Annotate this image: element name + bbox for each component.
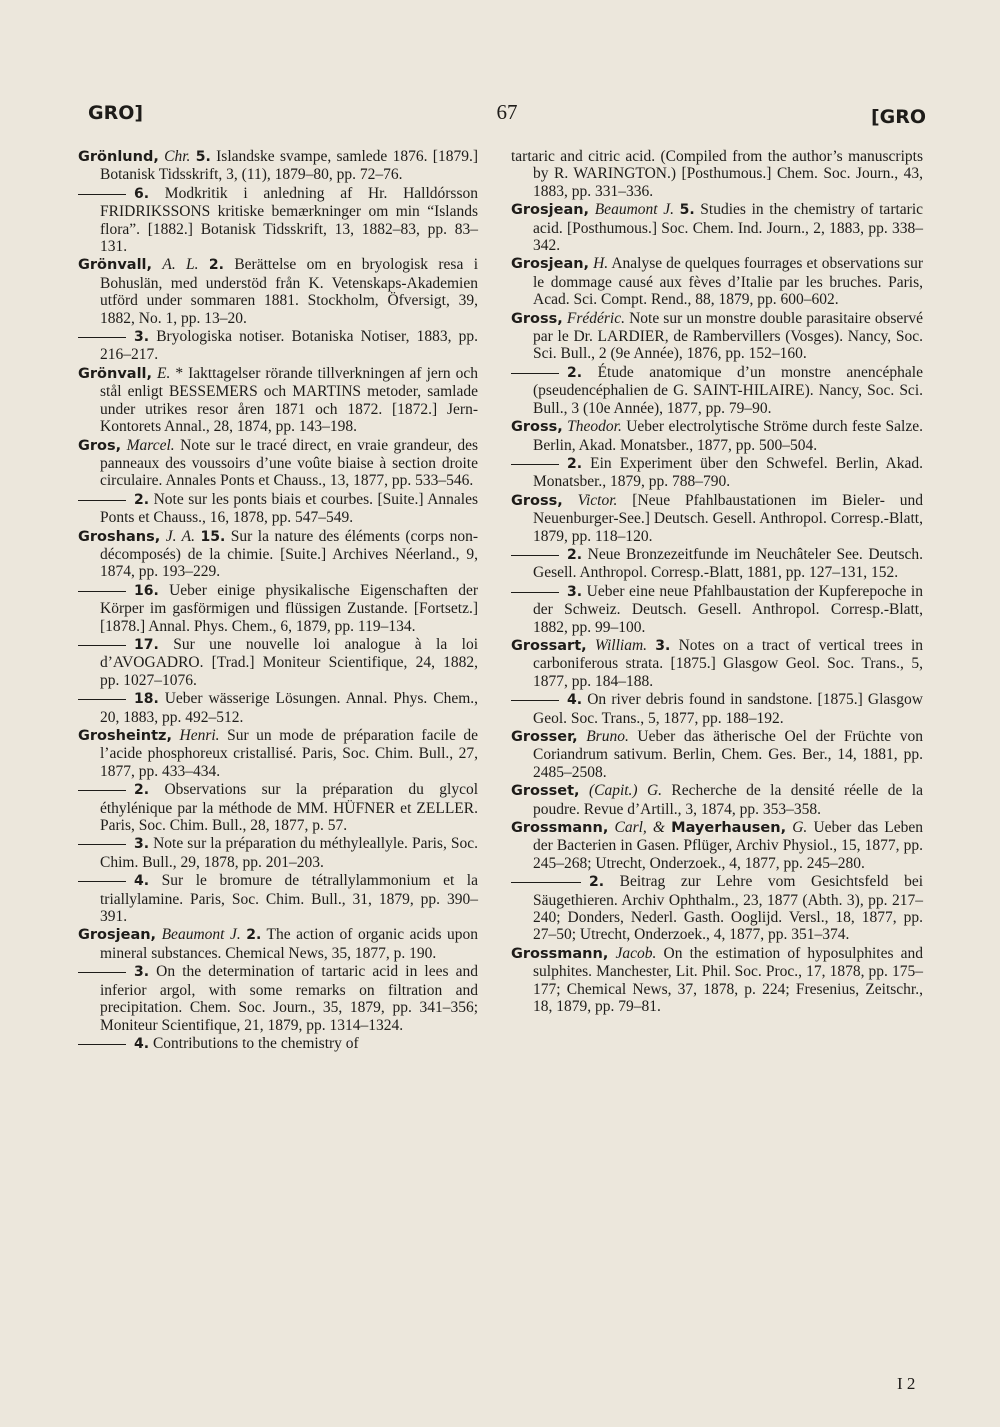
bibliography-entry bbox=[78, 491, 478, 527]
bibliography-entry bbox=[511, 492, 923, 545]
author-name: Grosjean, bbox=[78, 927, 157, 944]
author-forename: Frédéric. bbox=[566, 309, 625, 327]
author-name: Grossmann, bbox=[511, 945, 609, 962]
author-name: Grönvall, bbox=[78, 365, 153, 382]
entry-text: On the determination of tartaric acid in lees and inferior argol, with some remarks on filtration and precipitation. Chem. Soc. Journ., 35, 1879, pp. 341–356; Moniteur Scientifique, 21, 1879, pp. 1314–1324. bbox=[100, 963, 478, 1034]
ditto-dash bbox=[78, 337, 126, 338]
bibliography-entry bbox=[78, 727, 478, 780]
entry-text: The action of organic acids upon mineral substances. Chemical News, 35, 1877, p. 190. bbox=[100, 926, 479, 962]
bibliography-entry bbox=[511, 691, 923, 727]
author-forename: Theodor. bbox=[567, 418, 622, 436]
bibliography-entry bbox=[511, 255, 923, 308]
author-name: Groshans, bbox=[78, 528, 161, 545]
bibliography-entry bbox=[511, 364, 923, 417]
entry-number: 4. bbox=[134, 873, 150, 890]
entry-number: 15. bbox=[200, 528, 226, 545]
bibliography-entry bbox=[78, 365, 478, 436]
page-number: 67 bbox=[496, 100, 518, 124]
author-name: Grosjean, bbox=[511, 256, 590, 273]
entry-text: Notes on a tract of vertical trees in carboniferous strata. [1875.] Glasgow Geol. Soc. Trans., 5, 1877, pp. 184–188. bbox=[533, 636, 924, 690]
author-name: Gross, bbox=[511, 492, 563, 509]
signature-mark: I 2 bbox=[897, 1374, 916, 1393]
bibliography-entry bbox=[511, 310, 923, 363]
entry-number: 4. bbox=[567, 692, 583, 709]
author-forename: Marcel. bbox=[126, 436, 175, 454]
header-right: [GRO bbox=[870, 106, 926, 128]
ditto-dash bbox=[78, 844, 126, 845]
author-name: Grosset, bbox=[511, 783, 580, 800]
author-name: Grossart, bbox=[511, 637, 587, 654]
entry-number: 5. bbox=[195, 149, 211, 165]
bibliography-entry bbox=[511, 728, 923, 781]
entry-number: 2. bbox=[567, 455, 583, 472]
bibliography-entry bbox=[78, 690, 478, 726]
entry-number: 3. bbox=[134, 329, 150, 346]
ditto-dash bbox=[78, 194, 126, 195]
bibliography-entry bbox=[511, 873, 923, 944]
bibliography-entry bbox=[511, 201, 923, 254]
bibliography-entry bbox=[78, 872, 478, 925]
entry-text: Observations sur la préparation du glycol éthylénique par la méthode de MM. HÜFNER et ZELLER. Paris, Soc. Chim. Bull., 28, 1877, p. 57. bbox=[100, 781, 478, 835]
entry-text: Note sur la préparation du méthyleallyle. Paris, Soc. Chim. Bull., 29, 1878, pp. 201–203. bbox=[100, 835, 478, 871]
entry-number: 2. bbox=[567, 364, 583, 381]
author-forename: A. L. bbox=[162, 256, 199, 274]
author-name: Grossmann, bbox=[511, 820, 609, 837]
entry-number: 2. bbox=[589, 874, 605, 891]
bibliography-entry bbox=[511, 637, 923, 690]
entry-text: Ueber einige physikalische Eigenschaften der Körper im gasförmigen und flüssigen Zustande. [Fortsetz.] [1878.] Annal. Phys. Chem., 6, 1879, pp. 119–134. bbox=[100, 581, 478, 635]
author-name: Gross, bbox=[511, 419, 563, 436]
bibliography-entry bbox=[78, 835, 478, 871]
bibliography-entry bbox=[78, 1035, 478, 1053]
entry-text: Recherche de la densité réelle de la poudre. Revue d’Artill., 3, 1874, pp. 353–358. bbox=[533, 782, 923, 818]
ditto-dash bbox=[511, 464, 559, 465]
entry-text: Note sur un monstre double parasitaire observé par le Dr. LARDIER, de Rambervillers (Vosges). Nancy, Soc. Sci. Bull., 2 (9e Année), 1876, pp. 152–160. bbox=[533, 309, 924, 363]
entry-text: Beitrag zur Lehre vom Gesichtsfeld bei Säugethieren. Archiv Ophthalm., 23, 1877 (Abth. 3), pp. 217–240; Donders, Nederl. Gasth. Ooglijd. Versl., 18, 1877, pp. 27–50; Utrecht, Onderzoek., 4, 1877, pp. 351–374. bbox=[533, 873, 924, 944]
entry-text: Sur un mode de préparation facile de l’acide phosphoreux cristallisé. Paris, Soc. Chim. Bull., 27, 1877, pp. 433–434. bbox=[100, 727, 478, 780]
entry-text: Note sur les ponts biais et courbes. [Suite.] Annales Ponts et Chauss., 16, 1878, pp. 547–549. bbox=[100, 490, 479, 527]
bibliography-entry bbox=[511, 819, 923, 872]
entry-text: Berättelse om en bryologisk resa i Bohuslän, med understöd från K. Vetenskaps-Akademien utförd under sommaren 1881. Stockholm, Öfversigt, 39, 1882, No. 1, pp. 13–20. bbox=[100, 256, 478, 327]
ditto-dash bbox=[511, 555, 559, 556]
author-name: Grosjean, bbox=[511, 202, 590, 219]
entry-text: Sur une nouvelle loi analogue à la loi d’AVOGADRO. [Trad.] Moniteur Scientifique, 24, 1882, pp. 1027–1076. bbox=[100, 635, 479, 689]
author-forename: Beaumont J. bbox=[161, 926, 241, 944]
author-forename: Jacob. bbox=[615, 944, 657, 962]
entry-text: Étude anatomique d’un monstre anencéphale (pseudencéphalien de G. SAINT-HILAIRE). Nancy, Soc. Sci. Bull., 3 (10e Année), 1877, pp. 79–90. bbox=[533, 363, 923, 417]
entry-text: Bryologiska notiser. Botaniska Notiser, 1883, pp. 216–217. bbox=[100, 328, 478, 364]
entry-text: Sur la nature des éléments (corps non-décomposés) de la chimie. [Suite.] Archives Néerland., 9, 1874, pp. 193–229. bbox=[100, 527, 479, 581]
running-header bbox=[88, 98, 926, 132]
entry-number: 3. bbox=[567, 583, 583, 600]
entry-number: 2. bbox=[208, 257, 224, 274]
bibliography-entry bbox=[78, 148, 478, 184]
author-name: Gros, bbox=[78, 437, 122, 454]
author-forename: E. bbox=[157, 364, 171, 382]
entry-number: 2. bbox=[134, 782, 150, 799]
ditto-dash bbox=[78, 881, 126, 882]
ditto-dash bbox=[511, 592, 559, 593]
bibliography-entry bbox=[511, 455, 923, 491]
entry-number: 2. bbox=[134, 491, 150, 508]
author-forename: (Capit.) G. bbox=[588, 782, 663, 800]
ditto-dash bbox=[511, 373, 559, 374]
entry-text: * Iakttagelser rörande tillverkningen af jern och stål enligt BESSEMERS och MARTINS metoder, samlade under utrikes resor åren 1871 och 1872. [1872.] Jern-Kontorets Annal., 28, 1874, pp. 143–198. bbox=[100, 364, 479, 436]
entry-number: 6. bbox=[134, 185, 150, 202]
bibliography-entry bbox=[78, 437, 478, 490]
bibliography-entry bbox=[511, 945, 923, 1016]
ditto-dash bbox=[511, 700, 559, 701]
entry-text: tartaric and citric acid. (Compiled from the author’s manuscripts by R. WARINGTON.) [Posthumous.] Chem. Soc. Journ., 43, 1883, pp. 331–336. bbox=[511, 148, 923, 200]
entry-text: [Neue Pfahlbaustationen im Bieler- und Neuenburger-See.] Deutsch. Gesell. Anthropol. Corresp.-Blatt, 1879, pp. 118–120. bbox=[533, 491, 924, 545]
entry-text: Ueber das ätherische Oel der Früchte von Coriandrum sativum. Berlin, Chem. Ges. Ber., 14, 1881, pp. 2485–2508. bbox=[533, 728, 923, 781]
author-forename: Bruno. bbox=[586, 728, 629, 745]
bibliography-entry bbox=[78, 328, 478, 364]
ditto-dash bbox=[78, 591, 126, 592]
author-name: Gross, bbox=[511, 310, 563, 327]
author-name: Mayerhausen, bbox=[671, 820, 787, 837]
entry-text: On the estimation of hyposulphites and sulphites. Manchester, Lit. Phil. Soc. Proc., 17, 1878, pp. 175–177; Chemical News, 37, 1878, p. 224; Fresenius, Zeitschr., 18, 1879, pp. 79–81. bbox=[533, 944, 924, 1016]
author-name: Grönvall, bbox=[78, 257, 153, 274]
entry-number: 3. bbox=[134, 836, 150, 853]
entry-text: Islandske svampe, samlede 1876. [1879.] Botanisk Tidsskrift, 3, (11), 1879–80, pp. 72–76. bbox=[100, 148, 478, 184]
author-name: Grönlund, bbox=[78, 149, 159, 165]
entry-text: Contributions to the chemistry of bbox=[152, 1034, 359, 1052]
entry-text: Ueber das Leben der Bacterien in Gasen. Pflüger, Archiv Physiol., 15, 1877, pp. 245–268; Utrecht, Onderzoek., 4, 1877, pp. 245–280. bbox=[533, 819, 924, 872]
bibliography-entry bbox=[78, 256, 478, 327]
header-left: GRO] bbox=[88, 102, 144, 124]
ditto-dash bbox=[78, 645, 126, 646]
author-name: Grosser, bbox=[511, 729, 578, 745]
entry-number: 17. bbox=[134, 636, 159, 653]
bibliography-entry bbox=[78, 582, 478, 635]
entry-number: 3. bbox=[655, 637, 671, 654]
author-forename: G. bbox=[792, 819, 808, 837]
bibliography-entry bbox=[511, 583, 923, 636]
bibliography-entry bbox=[511, 148, 923, 200]
entry-number: 3. bbox=[134, 964, 150, 981]
author-forename: Henri. bbox=[179, 727, 220, 744]
author-forename: Beaumont J. bbox=[594, 201, 674, 219]
entry-text: Ueber electrolytische Ströme durch feste Salze. Berlin, Akad. Monatsber., 1877, pp. 500–504. bbox=[533, 418, 923, 454]
ditto-dash bbox=[78, 1044, 126, 1045]
entry-text: Ueber wässerige Lösungen. Annal. Phys. Chem., 20, 1883, pp. 492–512. bbox=[100, 690, 479, 726]
entry-number: 18. bbox=[134, 691, 159, 708]
bibliography-entry bbox=[78, 185, 478, 256]
ditto-dash bbox=[78, 500, 126, 501]
author-forename: Victor. bbox=[577, 491, 618, 509]
bibliography-entry bbox=[511, 782, 923, 818]
bibliography-entry bbox=[78, 781, 478, 834]
entry-number: 2. bbox=[246, 927, 262, 944]
left-column bbox=[78, 148, 478, 1054]
ditto-dash bbox=[511, 882, 581, 883]
entry-text: Analyse de quelques fourrages et observations sur le dommage causé aux fèves d’Italie par les bruches. Paris, Acad. Sci. Compt. Rend., 88, 1879, pp. 600–602. bbox=[533, 255, 923, 309]
entry-text: Modkritik i anledning af Hr. Halldórsson FRIDRIKSSONS kritiske bemærkninger om min “Islands flora”. [1882.] Botanisk Tidsskrift, 13, 1882–83, pp. 83–131. bbox=[100, 184, 478, 256]
author-forename: Chr. bbox=[164, 148, 191, 165]
bibliography-entry bbox=[511, 418, 923, 454]
author-forename: Carl, & bbox=[614, 819, 672, 837]
ditto-dash bbox=[78, 790, 126, 791]
entry-text: Ueber eine neue Pfahlbaustation der Kupferepoche in der Schweiz. Deutsch. Gesell. Anthropol. Corresp.-Blatt, 1882, pp. 99–100. bbox=[533, 582, 923, 636]
entry-text: Note sur le tracé direct, en vraie grandeur, des panneaux des voussoirs d’une voûte biaise à section droite circulaire. Annales Ponts et Chauss., 13, 1877, pp. 533–546. bbox=[100, 436, 478, 490]
bibliography-entry bbox=[511, 546, 923, 582]
entry-number: 4. bbox=[134, 1035, 150, 1052]
entry-text: Sur le bromure de tétrallylammonium et la triallylamine. Paris, Soc. Chim. Bull., 31, 1879, pp. 390–391. bbox=[100, 872, 478, 926]
bibliography-entry bbox=[78, 963, 478, 1034]
author-forename: William. bbox=[594, 636, 648, 654]
ditto-dash bbox=[78, 972, 126, 973]
entry-text: Ein Experiment über den Schwefel. Berlin, Akad. Monatsber., 1879, pp. 788–790. bbox=[533, 454, 923, 491]
bibliography-entry bbox=[78, 926, 478, 962]
author-forename: H. bbox=[593, 255, 609, 273]
author-forename: J. A. bbox=[165, 527, 196, 545]
bibliography-entry bbox=[78, 528, 478, 581]
entry-text: Studies in the chemistry of tartaric acid. [Posthumous.] Soc. Chem. Ind. Journ., 2, 1883, pp. 338–342. bbox=[533, 201, 924, 255]
right-column bbox=[511, 148, 923, 1017]
entry-number: 16. bbox=[134, 582, 159, 599]
entry-number: 5. bbox=[679, 202, 695, 219]
author-name: Grosheintz, bbox=[78, 728, 172, 744]
bibliography-entry bbox=[78, 636, 478, 689]
entry-text: Neue Bronzezeitfunde im Neuchâteler See. Deutsch. Gesell. Anthropol. Corresp.-Blatt, 1881, pp. 127–131, 152. bbox=[533, 545, 923, 582]
entry-number: 2. bbox=[567, 546, 583, 563]
ditto-dash bbox=[78, 699, 126, 700]
entry-text: On river debris found in sandstone. [1875.] Glasgow Geol. Soc. Trans., 5, 1877, pp. 188–192. bbox=[533, 691, 924, 727]
